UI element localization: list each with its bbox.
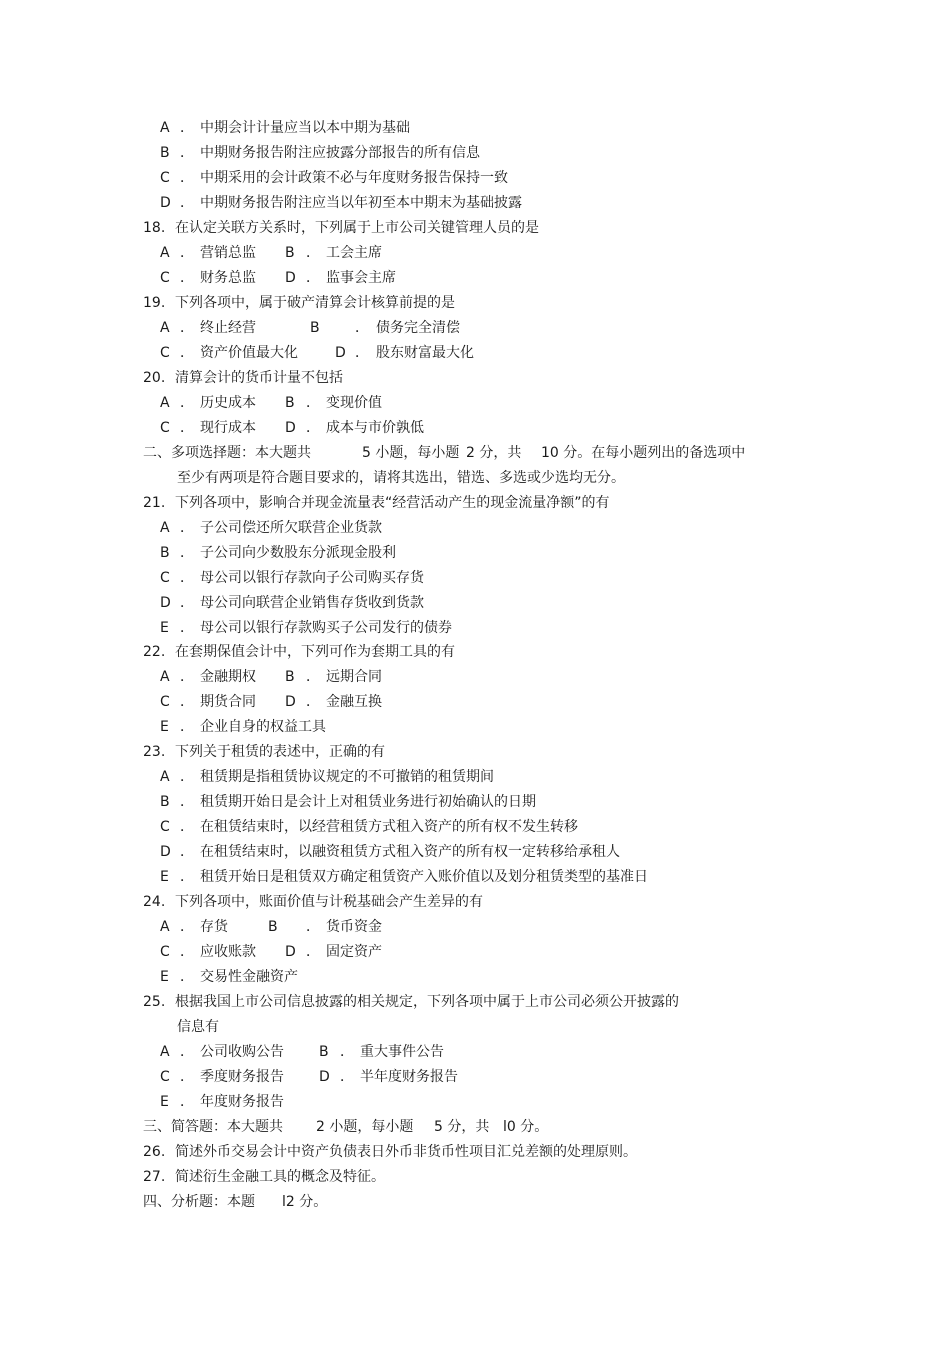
option-text: 在租赁结束时，以融资租赁方式租入资产的所有权一定转移给承租人 bbox=[200, 844, 620, 860]
option-dot: ． bbox=[180, 669, 194, 685]
option-line bbox=[0, 616, 950, 640]
option-dot: ． bbox=[355, 320, 369, 336]
question-text-continued: 信息有 bbox=[177, 1019, 219, 1035]
option-letter: E bbox=[160, 719, 169, 735]
option-text: 企业自身的权益工具 bbox=[200, 719, 326, 735]
option-dot: ． bbox=[180, 245, 194, 261]
option-text: 历史成本 bbox=[200, 395, 256, 411]
option-line bbox=[0, 1040, 950, 1064]
section-count: 5 小题，每小题 bbox=[362, 445, 460, 461]
option-line bbox=[0, 166, 950, 190]
question-line bbox=[0, 890, 950, 914]
question-number: 25. bbox=[143, 994, 166, 1010]
option-line bbox=[0, 516, 950, 540]
option-line bbox=[0, 341, 950, 365]
option-letter: A bbox=[160, 320, 170, 336]
question-line bbox=[0, 366, 950, 390]
option-dot: ． bbox=[180, 620, 194, 636]
option-letter: C bbox=[160, 170, 170, 186]
option-line bbox=[0, 566, 950, 590]
option-text: 资产价值最大化 bbox=[200, 345, 298, 361]
option-line bbox=[0, 266, 950, 290]
option-text: 母公司以银行存款购买子公司发行的债券 bbox=[200, 620, 452, 636]
option-text: 监事会主席 bbox=[326, 270, 396, 286]
option-dot: ． bbox=[180, 195, 194, 211]
option-text: 母公司以银行存款向子公司购买存货 bbox=[200, 570, 424, 586]
option-letter: D bbox=[160, 844, 171, 860]
option-line bbox=[0, 840, 950, 864]
section-count: 2 小题，每小题 bbox=[316, 1119, 414, 1135]
option-letter: B bbox=[285, 245, 295, 261]
option-line bbox=[0, 1090, 950, 1114]
option-letter: B bbox=[285, 669, 295, 685]
option-dot: ． bbox=[180, 320, 194, 336]
option-letter: C bbox=[160, 1069, 170, 1085]
option-letter: B bbox=[285, 395, 295, 411]
option-text: 金融期权 bbox=[200, 669, 256, 685]
question-text: 下列各项中，账面价值与计税基础会产生差异的有 bbox=[175, 894, 483, 910]
section-total: 10 分。在每小题列出的备选项中 bbox=[541, 445, 746, 461]
question-continuation bbox=[0, 1015, 950, 1039]
option-dot: ． bbox=[180, 819, 194, 835]
option-line bbox=[0, 316, 950, 340]
option-dot: ． bbox=[180, 794, 194, 810]
option-letter: C bbox=[160, 270, 170, 286]
option-letter: D bbox=[285, 270, 296, 286]
option-dot: ． bbox=[180, 170, 194, 186]
option-letter: B bbox=[160, 545, 170, 561]
option-text: 财务总监 bbox=[200, 270, 256, 286]
option-dot: ． bbox=[340, 1069, 354, 1085]
option-text: 重大事件公告 bbox=[360, 1044, 444, 1060]
option-dot: ． bbox=[180, 969, 194, 985]
option-dot: ． bbox=[180, 395, 194, 411]
question-text: 下列各项中，影响合并现金流量表“经营活动产生的现金流量净额”的有 bbox=[175, 495, 610, 511]
option-text: 母公司向联营企业销售存货收到货款 bbox=[200, 595, 424, 611]
option-text: 季度财务报告 bbox=[200, 1069, 284, 1085]
option-line bbox=[0, 141, 950, 165]
option-text: 租赁期开始日是会计上对租赁业务进行初始确认的日期 bbox=[200, 794, 536, 810]
question-number: 26. bbox=[143, 1144, 166, 1160]
option-letter: A bbox=[160, 245, 170, 261]
option-text: 股东财富最大化 bbox=[376, 345, 474, 361]
option-text: 租赁期是指租赁协议规定的不可撤销的租赁期间 bbox=[200, 769, 494, 785]
option-letter: A bbox=[160, 120, 170, 136]
question-text: 在套期保值会计中，下列可作为套期工具的有 bbox=[175, 644, 455, 660]
question-text: 根据我国上市公司信息披露的相关规定，下列各项中属于上市公司必须公开披露的 bbox=[175, 994, 679, 1010]
option-text: 中期采用的会计政策不必与年度财务报告保持一致 bbox=[200, 170, 508, 186]
section-score: 5 分，共 bbox=[434, 1119, 490, 1135]
option-text: 交易性金融资产 bbox=[200, 969, 298, 985]
option-line bbox=[0, 815, 950, 839]
option-dot: ． bbox=[180, 1094, 194, 1110]
option-text: 在租赁结束时，以经营租赁方式租入资产的所有权不发生转移 bbox=[200, 819, 578, 835]
option-line bbox=[0, 690, 950, 714]
section-heading bbox=[0, 1190, 950, 1214]
option-text: 半年度财务报告 bbox=[360, 1069, 458, 1085]
option-dot: ． bbox=[180, 919, 194, 935]
option-line bbox=[0, 915, 950, 939]
option-dot: ． bbox=[180, 1069, 194, 1085]
option-dot: ． bbox=[306, 944, 320, 960]
option-dot: ． bbox=[180, 944, 194, 960]
option-dot: ． bbox=[306, 270, 320, 286]
section-heading bbox=[0, 441, 950, 465]
section-title: 三、简答题：本大题共 bbox=[143, 1119, 283, 1135]
option-dot: ． bbox=[180, 694, 194, 710]
option-letter: C bbox=[160, 345, 170, 361]
option-text: 变现价值 bbox=[326, 395, 382, 411]
option-line bbox=[0, 765, 950, 789]
section-total: l2 分。 bbox=[282, 1194, 328, 1210]
option-dot: ． bbox=[180, 769, 194, 785]
option-dot: ． bbox=[306, 919, 320, 935]
option-text: 中期财务报告附注应当以年初至本中期末为基础披露 bbox=[200, 195, 522, 211]
option-letter: C bbox=[160, 944, 170, 960]
option-letter: D bbox=[319, 1069, 330, 1085]
option-line bbox=[0, 591, 950, 615]
option-dot: ． bbox=[306, 395, 320, 411]
option-dot: ． bbox=[180, 120, 194, 136]
option-line bbox=[0, 1065, 950, 1089]
question-text: 简述外币交易会计中资产负债表日外币非货币性项目汇兑差额的处理原则。 bbox=[175, 1144, 637, 1160]
question-number: 23. bbox=[143, 744, 166, 760]
option-letter: A bbox=[160, 769, 170, 785]
option-letter: D bbox=[285, 694, 296, 710]
option-dot: ． bbox=[306, 245, 320, 261]
option-text: 子公司偿还所欠联营企业货款 bbox=[200, 520, 382, 536]
option-letter: A bbox=[160, 395, 170, 411]
option-letter: C bbox=[160, 570, 170, 586]
option-text: 中期财务报告附注应披露分部报告的所有信息 bbox=[200, 145, 480, 161]
section-heading bbox=[0, 1115, 950, 1139]
question-text: 简述衍生金融工具的概念及特征。 bbox=[175, 1169, 385, 1185]
option-dot: ． bbox=[180, 844, 194, 860]
option-text: 公司收购公告 bbox=[200, 1044, 284, 1060]
option-letter: D bbox=[160, 595, 171, 611]
question-text: 清算会计的货币计量不包括 bbox=[175, 370, 343, 386]
option-line bbox=[0, 116, 950, 140]
option-dot: ． bbox=[180, 719, 194, 735]
question-number: 19. bbox=[143, 295, 166, 311]
question-text: 下列关于租赁的表述中，正确的有 bbox=[175, 744, 385, 760]
option-dot: ． bbox=[355, 345, 369, 361]
section-score: 2 分，共 bbox=[466, 445, 522, 461]
option-text: 货币资金 bbox=[326, 919, 382, 935]
option-text: 应收账款 bbox=[200, 944, 256, 960]
option-dot: ． bbox=[180, 145, 194, 161]
option-dot: ． bbox=[180, 869, 194, 885]
question-text: 下列各项中，属于破产清算会计核算前提的是 bbox=[175, 295, 455, 311]
option-text: 成本与市价孰低 bbox=[326, 420, 424, 436]
option-text: 营销总监 bbox=[200, 245, 256, 261]
option-line bbox=[0, 865, 950, 889]
question-line bbox=[0, 491, 950, 515]
option-dot: ． bbox=[180, 595, 194, 611]
section-title: 四、分析题：本题 bbox=[143, 1194, 255, 1210]
option-line bbox=[0, 940, 950, 964]
option-letter: E bbox=[160, 969, 169, 985]
section-instruction-text: 至少有两项是符合题目要求的，请将其选出，错选、多选或少选均无分。 bbox=[177, 470, 625, 486]
question-number: 22. bbox=[143, 644, 166, 660]
option-letter: D bbox=[335, 345, 346, 361]
option-dot: ． bbox=[306, 420, 320, 436]
option-line bbox=[0, 665, 950, 689]
question-line bbox=[0, 990, 950, 1014]
option-letter: B bbox=[160, 794, 170, 810]
option-text: 期货合同 bbox=[200, 694, 256, 710]
option-line bbox=[0, 715, 950, 739]
option-letter: B bbox=[268, 919, 278, 935]
option-letter: B bbox=[160, 145, 170, 161]
option-letter: E bbox=[160, 1094, 169, 1110]
option-text: 年度财务报告 bbox=[200, 1094, 284, 1110]
question-number: 24. bbox=[143, 894, 166, 910]
option-dot: ． bbox=[180, 345, 194, 361]
option-text: 终止经营 bbox=[200, 320, 256, 336]
question-text: 在认定关联方关系时，下列属于上市公司关键管理人员的是 bbox=[175, 220, 539, 236]
option-text: 债务完全清偿 bbox=[376, 320, 460, 336]
option-letter: D bbox=[285, 420, 296, 436]
option-text: 固定资产 bbox=[326, 944, 382, 960]
option-dot: ． bbox=[180, 545, 194, 561]
question-number: 27. bbox=[143, 1169, 166, 1185]
option-line bbox=[0, 965, 950, 989]
option-letter: B bbox=[319, 1044, 329, 1060]
option-line bbox=[0, 391, 950, 415]
option-dot: ． bbox=[180, 570, 194, 586]
question-line bbox=[0, 291, 950, 315]
option-text: 子公司向少数股东分派现金股利 bbox=[200, 545, 396, 561]
option-dot: ． bbox=[180, 270, 194, 286]
option-line bbox=[0, 541, 950, 565]
option-letter: C bbox=[160, 694, 170, 710]
question-number: 20. bbox=[143, 370, 166, 386]
option-text: 租赁开始日是租赁双方确定租赁资产入账价值以及划分租赁类型的基准日 bbox=[200, 869, 648, 885]
option-letter: E bbox=[160, 869, 169, 885]
option-dot: ． bbox=[180, 1044, 194, 1060]
option-letter: A bbox=[160, 919, 170, 935]
option-letter: A bbox=[160, 1044, 170, 1060]
option-letter: C bbox=[160, 819, 170, 835]
option-dot: ． bbox=[180, 520, 194, 536]
option-text: 存货 bbox=[200, 919, 228, 935]
option-letter: D bbox=[160, 195, 171, 211]
option-dot: ． bbox=[180, 420, 194, 436]
option-text: 金融互换 bbox=[326, 694, 382, 710]
option-text: 远期合同 bbox=[326, 669, 382, 685]
question-line bbox=[0, 640, 950, 664]
option-line bbox=[0, 416, 950, 440]
question-number: 21. bbox=[143, 495, 166, 511]
option-letter: D bbox=[285, 944, 296, 960]
question-line bbox=[0, 1140, 950, 1164]
option-text: 中期会计计量应当以本中期为基础 bbox=[200, 120, 410, 136]
option-line bbox=[0, 790, 950, 814]
option-line bbox=[0, 191, 950, 215]
option-letter: E bbox=[160, 620, 169, 636]
question-line bbox=[0, 1165, 950, 1189]
option-dot: ． bbox=[306, 694, 320, 710]
question-number: 18. bbox=[143, 220, 166, 236]
section-total: l0 分。 bbox=[503, 1119, 549, 1135]
option-dot: ． bbox=[340, 1044, 354, 1060]
question-line bbox=[0, 216, 950, 240]
option-letter: A bbox=[160, 520, 170, 536]
option-text: 现行成本 bbox=[200, 420, 256, 436]
question-line bbox=[0, 740, 950, 764]
option-letter: C bbox=[160, 420, 170, 436]
option-text: 工会主席 bbox=[326, 245, 382, 261]
option-line bbox=[0, 241, 950, 265]
option-letter: B bbox=[310, 320, 320, 336]
option-dot: ． bbox=[306, 669, 320, 685]
section-instruction bbox=[0, 466, 950, 490]
section-title: 二、多项选择题：本大题共 bbox=[143, 445, 311, 461]
option-letter: A bbox=[160, 669, 170, 685]
